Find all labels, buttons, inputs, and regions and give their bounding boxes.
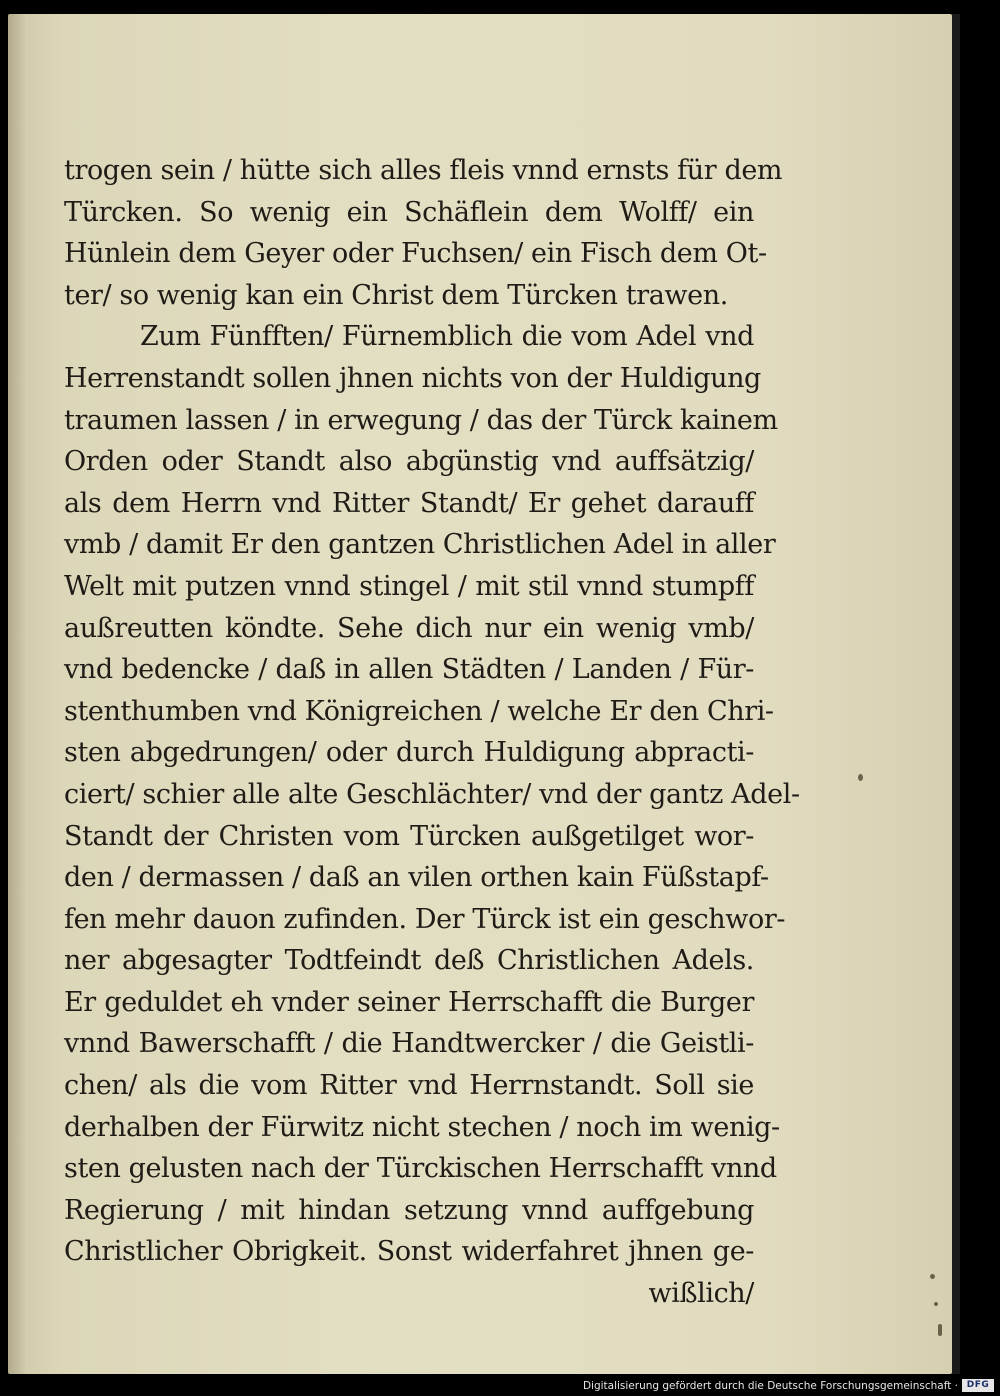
text-line-22: vnnd Bawerschafft / die Handtwercker / die Geistli- bbox=[64, 1028, 754, 1060]
text-line-19: fen mehr dauon zufinden. Der Türck ist ein geschwor- bbox=[64, 903, 786, 935]
ink-speck bbox=[934, 1302, 938, 1306]
page-edge-shadow bbox=[952, 14, 960, 1374]
text-line-1: trogen sein / hütte sich alles fleis vnnd ernsts für dem bbox=[64, 155, 783, 186]
text-line-18: den / dermassen / daß an vilen orthen kain Füßstapf- bbox=[64, 862, 769, 894]
text-line-2: Türcken. So wenig ein Schäflein dem Wolff/ ein bbox=[64, 196, 754, 228]
text-line-20: ner abgesagter Todtfeindt deß Christlichen Adels. bbox=[64, 945, 754, 977]
text-line-13: vnd bedencke / daß in allen Städten / Landen / Für- bbox=[64, 654, 754, 686]
text-line-17: Standt der Christen vom Türcken außgetilget wor- bbox=[64, 820, 754, 852]
book-page bbox=[8, 14, 952, 1374]
text-line-16: ciert/ schier alle alte Geschlächter/ vnd der gantz Adel- bbox=[64, 778, 800, 810]
text-line-3: Hünlein dem Geyer oder Fuchsen/ ein Fisch dem Ot- bbox=[64, 238, 767, 270]
text-block bbox=[64, 150, 800, 1315]
text-line-21: Er geduldet eh vnder seiner Herrschafft die Burger bbox=[64, 986, 754, 1018]
text-line-5: Zum Fünfften/ Fürnemblich die vom Adel vnd bbox=[140, 321, 754, 353]
text-line-7: traumen lassen / in erwegung / das der Türck kainem bbox=[64, 404, 778, 436]
text-line-24: derhalben der Fürwitz nicht stechen / noch im wenig- bbox=[64, 1111, 780, 1143]
text-line-12: außreutten köndte. Sehe dich nur ein wenig vmb/ bbox=[64, 612, 754, 644]
text-line-4: ter/ so wenig kan ein Christ dem Türcken trawen. bbox=[64, 279, 728, 311]
text-line-27: Christlicher Obrigkeit. Sonst widerfahret jhnen ge- bbox=[64, 1236, 754, 1268]
text-line-10: vmb / damit Er den gantzen Christlichen Adel in aller bbox=[64, 529, 776, 561]
text-line-25: sten gelusten nach der Türckischen Herrschafft vnnd bbox=[64, 1153, 777, 1185]
dfg-logo: DFG bbox=[962, 1379, 994, 1392]
text-line-9: als dem Herrn vnd Ritter Standt/ Er gehet darauff bbox=[64, 487, 754, 519]
digitization-credit: Digitalisierung gefördert durch die Deutsche Forschungsgemeinschaft · bbox=[582, 1380, 958, 1392]
ink-speck bbox=[938, 1324, 942, 1336]
text-line-23: chen/ als die vom Ritter vnd Herrnstandt. Soll sie bbox=[64, 1070, 754, 1102]
text-line-15: sten abgedrungen/ oder durch Huldigung abpracti- bbox=[64, 737, 754, 769]
ink-speck bbox=[930, 1274, 935, 1279]
text-line-14: stenthumben vnd Königreichen / welche Er den Chri- bbox=[64, 695, 774, 727]
footer-bar bbox=[0, 1374, 1000, 1396]
text-line-26: Regierung / mit hindan setzung vnnd auffgebung bbox=[64, 1194, 754, 1226]
text-line-11: Welt mit putzen vnnd stingel / mit stil vnnd stumpff bbox=[64, 570, 754, 602]
text-line-6: Herrenstandt sollen jhnen nichts von der Huldigung bbox=[64, 362, 761, 394]
text-line-8: Orden oder Standt also abgünstig vnd auffsätzig/ bbox=[64, 446, 754, 478]
catchword: wißlich/ bbox=[648, 1278, 754, 1310]
ink-speck bbox=[858, 774, 863, 781]
